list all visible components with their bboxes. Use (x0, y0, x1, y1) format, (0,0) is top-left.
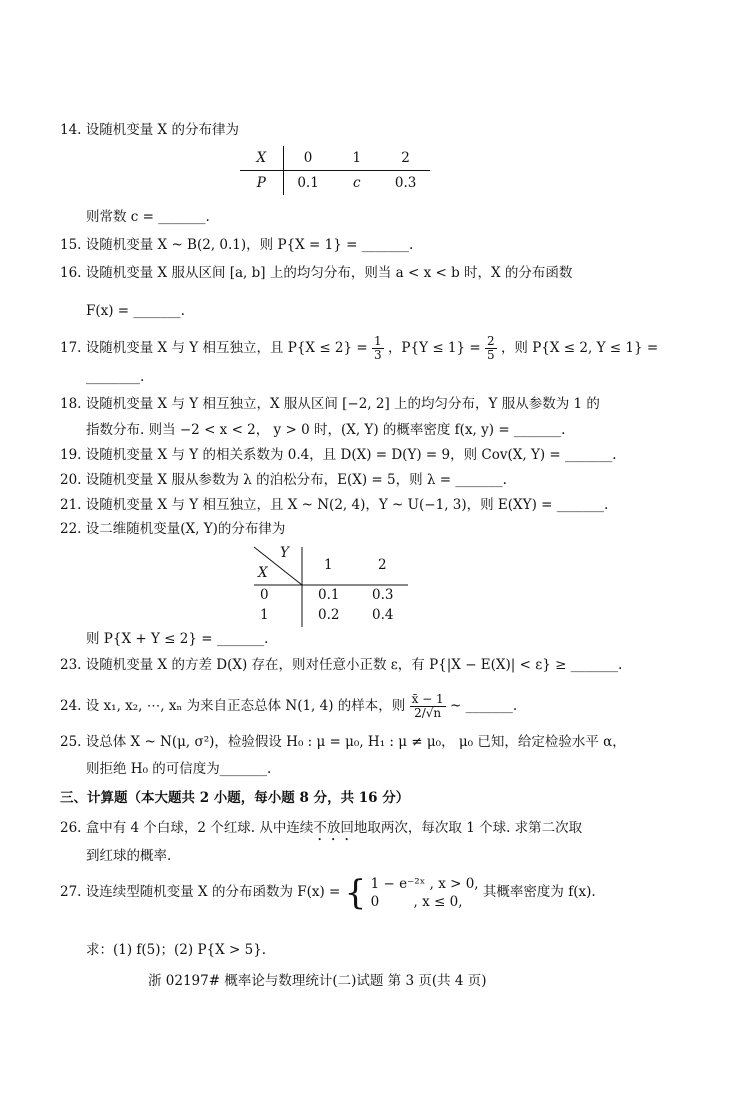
case-2: 0 , x ≤ 0, (370, 893, 463, 910)
q14-stem: 14. 设随机变量 X 的分布律为 (60, 122, 239, 138)
q14-blank: 则常数 c = _______. (86, 209, 210, 225)
piecewise-cases (371, 875, 479, 911)
q25-line2: 则拒绝 H₀ 的可信度为_______. (86, 761, 272, 777)
table-cell: P (240, 171, 283, 196)
q24-part2: ~ _______. (449, 698, 518, 714)
q16-line1: 16. 设随机变量 X 服从区间 [a, b] 上的均匀分布，则当 a < x < b 时，X 的分布函数 (60, 265, 573, 281)
section-3-heading: 三、计算题（本大题共 2 小题，每小题 8 分，共 16 分） (60, 790, 410, 806)
q14-distribution-table (240, 146, 430, 195)
q17-line2: ________. (86, 369, 145, 385)
q17-line1 (60, 330, 658, 366)
left-brace: { (344, 872, 367, 913)
table-cell: 1 (352, 150, 362, 166)
q17-part2: ，P{Y ≤ 1} = (387, 340, 481, 356)
q17-fraction-1: $\frac{1}{3}$ (374, 334, 382, 362)
table-cell: 0.3 (372, 587, 394, 603)
q27-text: 27. 设连续型随机变量 X 的分布函数为 F(x) = (60, 884, 341, 900)
q18-line1: 18. 设随机变量 X 与 Y 相互独立，X 服从区间 [−2, 2] 上的均匀分布，Y 服从参数为 1 的 (60, 396, 600, 412)
q16-line2: F(x) = _______. (86, 303, 185, 319)
q24 (60, 686, 517, 726)
table-cell: 0.1 (283, 171, 332, 196)
q15: 15. 设随机变量 X ~ B(2, 0.1)，则 P{X = 1} = _______. (60, 237, 414, 253)
q22-blank: 则 P{X + Y ≤ 2} = _______. (86, 631, 269, 647)
table-cell: 2 (401, 150, 410, 166)
q27-ask: 求：(1) f(5)；(2) P{X > 5}. (86, 942, 267, 958)
corner-y-label: Y (280, 545, 289, 561)
col-header: 2 (378, 557, 387, 573)
q23: 23. 设随机变量 X 的方差 D(X) 存在，则对任意小正数 ε，有 P{|X − E(X)| < ε} ≥ _______. (60, 657, 623, 673)
table-cell: 0 (303, 150, 313, 166)
table-cell: c (332, 171, 381, 196)
q24-part1: 24. 设 x₁, x₂, ⋯, xₙ 为来自正态总体 N(1, 4) 的样本，则 (60, 698, 406, 714)
q27-line1 (60, 872, 596, 912)
q26-line1 (60, 819, 582, 844)
q27-text-2: 其概率密度为 f(x). (482, 884, 596, 900)
table-cell: X (240, 146, 283, 171)
table-cell: 0.3 (381, 171, 430, 196)
q26-line2: 到红球的概率. (86, 848, 172, 864)
table-cell: 0.4 (372, 607, 394, 623)
q19: 19. 设随机变量 X 与 Y 的相关系数为 0.4，且 D(X) = D(Y) = 9，则 Cov(X, Y) = _______. (60, 447, 617, 463)
q17-part1: 17. 设随机变量 X 与 Y 相互独立，且 P{X ≤ 2} = (60, 340, 368, 356)
row-header: 1 (260, 607, 269, 623)
col-header: 1 (324, 557, 333, 573)
corner-x-label: X (258, 565, 268, 581)
q25-line1: 25. 设总体 X ~ N(μ, σ²)，检验假设 H₀ : μ = μ₀, H₁ : μ ≠ μ₀， μ₀ 已知，给定检验水平 α， (60, 734, 626, 750)
row-header: 0 (260, 587, 269, 603)
q20: 20. 设随机变量 X 服从参数为 λ 的泊松分布，E(X) = 5，则 λ = _______. (60, 472, 507, 488)
q22-joint-distribution-table (250, 545, 410, 627)
q26-emphasis: 不放回 (313, 820, 354, 836)
case-1: 1 − e⁻²ˣ , x > 0, (370, 875, 479, 892)
q24-fraction: $\frac{x̄ - 1}{2/√n}$ (411, 692, 444, 720)
page-footer: 浙 02197# 概率论与数理统计(二)试题 第 3 页(共 4 页) (148, 973, 487, 989)
q26-text-a: 26. 盒中有 4 个白球，2 个红球. 从中连续 (60, 820, 314, 836)
q26-text-b: 地取两次，每次取 1 个球. 求第二次取 (353, 820, 583, 836)
q18-line2: 指数分布. 则当 −2 < x < 2， y > 0 时，(X, Y) 的概率密度 f(x, y) = _______. (86, 422, 566, 438)
table-cell: 0.1 (318, 587, 340, 603)
q21: 21. 设随机变量 X 与 Y 相互独立，且 X ~ N(2, 4)，Y ~ U(−1, 3)，则 E(XY) = _______. (60, 497, 609, 513)
q17-fraction-2: $\frac{2}{5}$ (487, 334, 495, 362)
table-cell: 0.2 (318, 607, 340, 623)
q17-part3: ，则 P{X ≤ 2, Y ≤ 1} = (500, 340, 659, 356)
q22-stem: 22. 设二维随机变量(X, Y)的分布律为 (60, 521, 286, 537)
